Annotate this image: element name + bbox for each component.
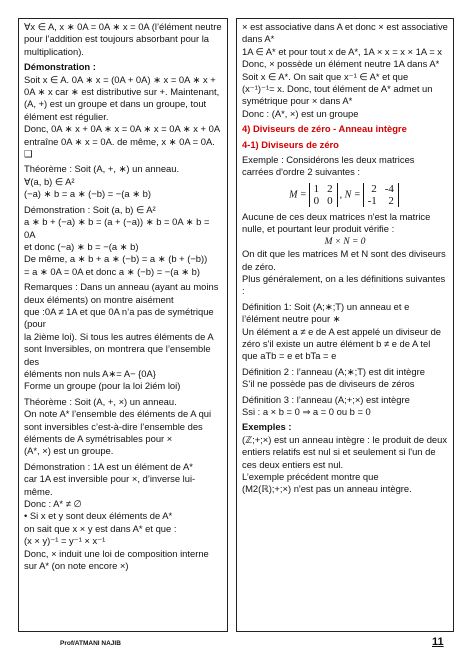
right-paragraph: × est associative dans A et donc × est associative dans A* (242, 21, 448, 45)
left-paragraph: éléments non nuls A∗= A− {0A} (24, 367, 156, 379)
left-paragraph: (−a) ∗ b = a ∗ (−b) = −(a ∗ b) (24, 188, 152, 200)
right-paragraph: Soit x ∈ A*. On sait que x⁻¹ ∈ A* et que (242, 70, 409, 82)
left-paragraph: et donc (−a) ∗ b = −(a ∗ b) (24, 240, 139, 252)
right-paragraph: S’il ne possède pas de diviseurs de zéros (242, 378, 415, 390)
matrix-cell: -4 (384, 182, 394, 195)
left-paragraph: (x × y)⁻¹ = y⁻¹ × x⁻¹ (24, 535, 106, 547)
left-paragraph: Démonstration : 1A est un élément de A* (24, 460, 193, 472)
left-paragraph: Démonstration : Soit (a, b) ∈ A² (24, 203, 156, 215)
matrix-m-label: M = (289, 189, 307, 201)
left-paragraph: = a ∗ 0A = 0A et donc a ∗ (−b) = −(a ∗ b) (24, 265, 201, 277)
left-paragraph: Théorème : Soit (A, +, ∗) un anneau. (24, 163, 180, 175)
page-number: 11 (432, 636, 444, 648)
left-paragraph: a ∗ b + (−a) ∗ b = (a + (−a)) ∗ b = 0A ∗ b = 0A (24, 216, 210, 240)
left-paragraph: car 1A est inversible pour ×, d’inverse lui-même. (24, 473, 196, 497)
right-paragraph: Donc, × possède un élément neutre 1A dans A* (242, 58, 440, 70)
right-paragraph: L’exemple précédent montre que (242, 471, 379, 482)
right-paragraph: Définition 2 : l’anneau (A;∗;T) est dit intègre (242, 365, 425, 377)
left-paragraph: Donc, × induit une loi de composition interne sur A* (on note encore ×) (24, 547, 209, 572)
left-paragraph: Soit x ∈ A. 0A ∗ x = (0A + 0A) ∗ x = 0A ∗ x + 0A ∗ x car ∗ est distributive sur +. Maintenant, (A, +) est un groupe et dans un groupe, tout élément est régulier. (24, 73, 220, 122)
left-paragraph: que :0A ≠ 1A et que 0A n’a pas de symétrique (pour (24, 305, 214, 330)
right-paragraph: Aucune de ces deux matrices n'est la matrice nulle, et pourtant leur produit vérifie : (242, 210, 431, 235)
right-paragraph: Définition 1: Soit (A;∗;T) un anneau et e (242, 300, 410, 312)
right-paragraph: Exemples : (242, 421, 292, 433)
right-paragraph: M × N = 0 (324, 236, 366, 247)
left-paragraph: (A*, ×) est un groupe. (24, 445, 114, 457)
right-paragraph: 4) Diviseurs de zéro - Anneau intègre (242, 123, 407, 135)
left-paragraph: Théorème : Soit (A, +, ×) un anneau. (24, 395, 177, 407)
left-paragraph: on sait que x × y est dans A* et que : (24, 522, 177, 534)
matrix-cell: 2 (371, 182, 377, 195)
left-paragraph: De même, a ∗ b + a ∗ (−b) = a ∗ (b + (−b)) (24, 253, 208, 265)
left-paragraph: Remarques : Dans un anneau (ayant au moins deux éléments) on montre aisément (24, 281, 219, 305)
right-paragraph: On dit que les matrices M et N sont des diviseurs de zéro. (242, 248, 446, 272)
matrix-cell: 0 (313, 194, 320, 207)
right-paragraph: (x⁻¹)⁻¹= x. Donc, tout élément de A* admet un symétrique pour × dans A* (242, 83, 433, 107)
footer-author: Prof/ATMANI NAJIB (60, 640, 121, 647)
matrix-cell: -1 (367, 194, 377, 207)
left-paragraph: • Si x et y sont deux éléments de A* (24, 510, 173, 522)
right-paragraph: (M2(ℝ);+;×) n'est pas un anneau intègre. (242, 483, 412, 495)
right-paragraph: Exemple : Considérons les deux matrices carrées d'ordre 2 suivantes : (242, 154, 415, 178)
left-paragraph: Forme un groupe (pour la loi 2iém loi) (24, 380, 181, 392)
right-paragraph: (ℤ;+;×) est un anneau intègre : le produit de deux entiers relatifs est nul si et seulement si l'un de ces deux entiers est nul. (242, 433, 448, 470)
left-paragraph: la 2ième loi). Si tous les autres éléments de A sont Inversibles, on montrera que l’ensemble des (24, 330, 214, 367)
left-paragraph: Démonstration : (24, 61, 96, 73)
matrix-cell: 1 (313, 182, 320, 195)
right-paragraph: Ssi : a × b = 0 ⇒ a = 0 ou b = 0 (242, 405, 371, 417)
matrix-cell: 2 (327, 182, 333, 195)
right-paragraph: l’élément neutre pour ∗ (242, 313, 341, 325)
matrix-n (363, 183, 399, 207)
left-paragraph: ∀x ∈ A, x ∗ 0A = 0A ∗ x = 0A (l’élément neutre pour l’addition est toujours absorbant pour la multiplication). (24, 21, 222, 57)
right-paragraph: Définition 3 : l’anneau (A;+;×) est intègre (242, 393, 410, 405)
matrix-m (309, 183, 338, 207)
left-paragraph: entraîne 0A ∗ x = 0A. de même, x ∗ 0A = 0A. ❑ (24, 135, 215, 160)
left-column (18, 18, 228, 632)
matrix-n-label: , N = (339, 189, 361, 201)
right-paragraph: Donc : (A*, ×) est un groupe (242, 107, 359, 119)
right-paragraph: Plus généralement, on a les définitions suivantes : (242, 272, 446, 297)
right-paragraph: Un élément a ≠ e de A est appelé un diviseur de zéro s'il existe un autre élément b ≠ e de A tel que aTb = e et bTa = e (242, 325, 442, 362)
right-paragraph: 4-1) Diviseurs de zéro (242, 138, 339, 150)
right-paragraph: 1A ∈ A* et pour tout x de A*, 1A × x = x × 1A = x (242, 45, 442, 57)
matrix-cell: 2 (388, 194, 394, 207)
left-paragraph: On note A* l’ensemble des éléments de A qui sont inversibles c’est-à-dire l’ensemble des éléments de A symétrisables pour × (24, 408, 212, 444)
matrices-display (242, 183, 448, 207)
left-paragraph: Donc : A* ≠ ∅ (24, 498, 82, 510)
left-paragraph: Donc, 0A ∗ x + 0A ∗ x = 0A ∗ x = 0A ∗ x + 0A (24, 123, 221, 135)
left-paragraph: ∀(a, b) ∈ A² (24, 175, 75, 187)
matrix-cell: 0 (327, 194, 333, 207)
right-column (236, 18, 454, 632)
